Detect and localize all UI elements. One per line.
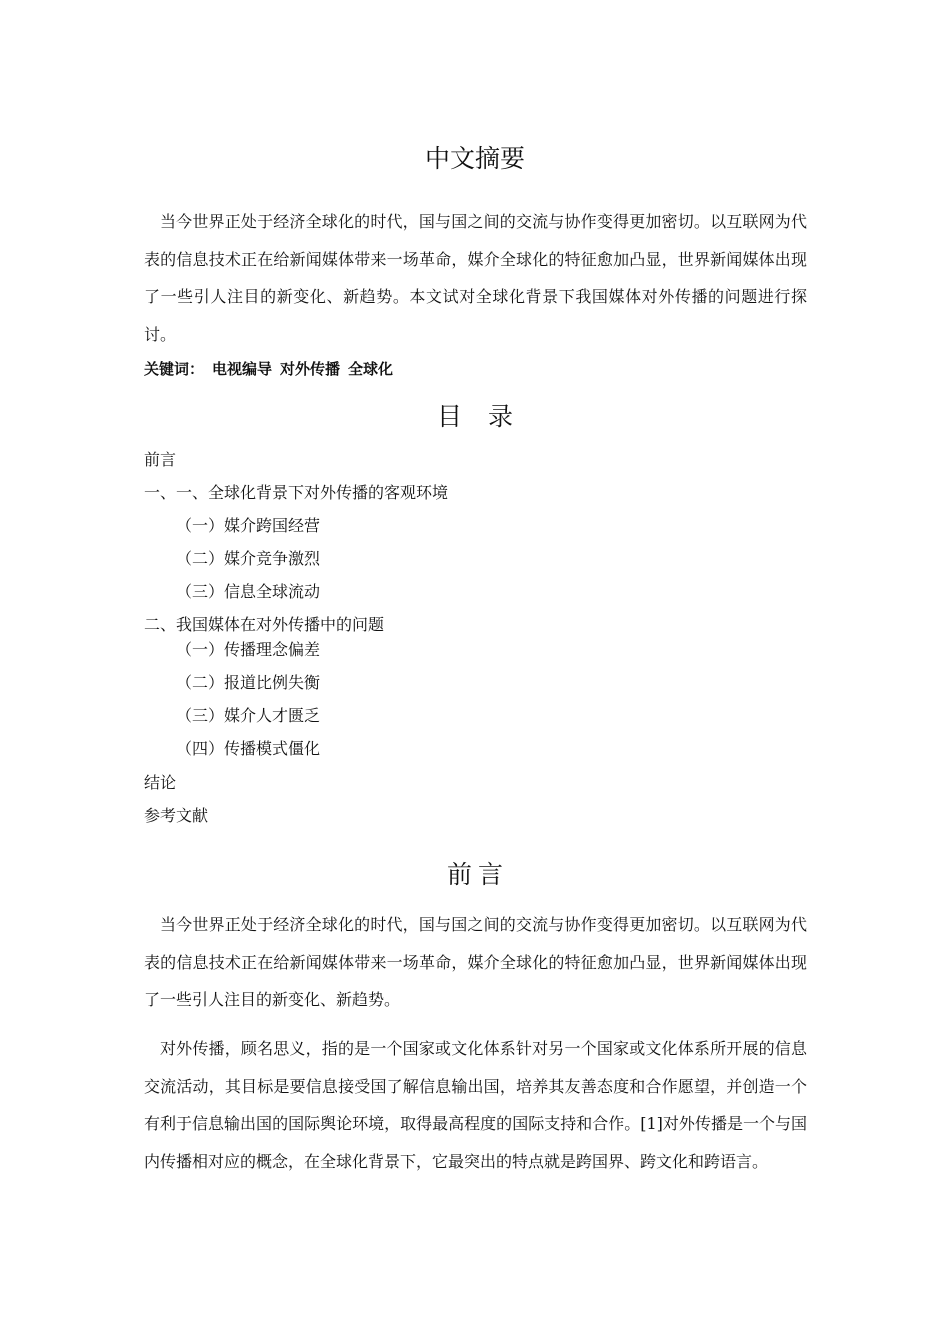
toc-item[interactable]: （二）报道比例失衡 — [176, 673, 321, 692]
toc-item[interactable]: （一）媒介跨国经营 — [176, 516, 321, 535]
keyword-item: 对外传播 — [280, 360, 341, 378]
preface-paragraph: 当今世界正处于经济全球化的时代，国与国之间的交流与协作变得更加密切。以互联网为代表的信息技术正在给新闻媒体带来一场革命，媒介全球化的特征愈加凸显，世界新闻媒体出现了一些引人注目的新变化、新趋势。 — [144, 915, 807, 1009]
abstract-paragraph: 当今世界正处于经济全球化的时代，国与国之间的交流与协作变得更加密切。以互联网为代表的信息技术正在给新闻媒体带来一场革命，媒介全球化的特征愈加凸显，世界新闻媒体出现了一些引人注目的新变化、新趋势。本文试对全球化背景下我国媒体对外传播的问题进行探讨。 — [144, 212, 807, 344]
toc-item[interactable]: 一、一、全球化背景下对外传播的客观环境 — [144, 483, 449, 502]
keywords-line — [144, 356, 401, 382]
abstract-title: 中文摘要 — [424, 144, 525, 173]
toc-title: 目录 — [436, 402, 539, 431]
preface-paragraph: 对外传播，顾名思义，指的是一个国家或文化体系针对另一个国家或文化体系所开展的信息交流活动，其目标是要信息接受国了解信息输出国，培养其友善态度和合作愿望，并创造一个有利于信息输出国的国际舆论环境，取得最高程度的国际支持和合作。[1]对外传播是一个与国内传播相对应的概念，在全球化背景下，它最突出的特点就是跨国界、跨文化和跨语言。 — [144, 1039, 807, 1171]
toc-item[interactable]: （三）信息全球流动 — [176, 582, 321, 601]
toc-item[interactable]: 结论 — [144, 773, 177, 792]
toc-item[interactable]: （二）媒介竞争激烈 — [176, 549, 321, 568]
keywords-label: 关键词： — [144, 360, 205, 378]
toc-item[interactable]: （三）媒介人才匮乏 — [176, 706, 321, 725]
toc-item[interactable]: 参考文献 — [144, 806, 209, 825]
toc-item[interactable]: （四）传播模式僵化 — [176, 739, 321, 758]
preface-title: 前言 — [446, 860, 509, 889]
toc-item[interactable]: 前言 — [144, 450, 177, 469]
toc-item[interactable]: （一）传播理念偏差 — [176, 640, 321, 659]
toc-item[interactable]: 二、我国媒体在对外传播中的问题 — [144, 615, 385, 634]
keyword-item: 电视编导 — [212, 360, 273, 378]
keyword-item: 全球化 — [348, 360, 394, 378]
